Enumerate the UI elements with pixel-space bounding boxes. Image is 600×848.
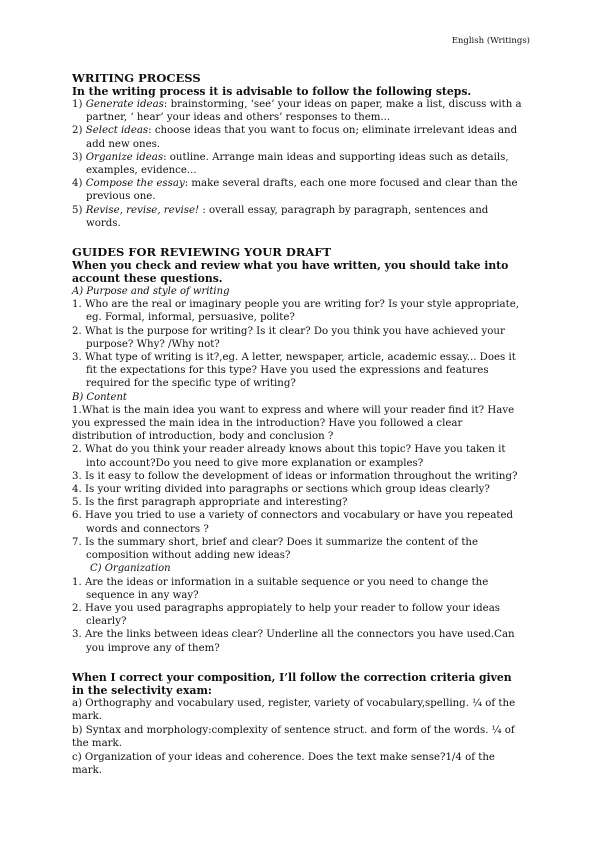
list-item: 5. Is the first paragraph appropriate and interesting? [72,497,348,509]
document-body [72,72,522,778]
list-item: 4. Is your writing divided into paragraphs or sections which group ideas clearly? [72,484,490,496]
page-header: English (Writings) [451,36,530,46]
list-item: 7. Is the summary short, brief and clear? Does it summarize the content of the composition without adding new ideas? [72,536,478,562]
correction-criterion: b) Syntax and morphology:complexity of sentence struct. and form of the words. ¼ of the mark. [72,724,515,750]
section-c-label: C) Organization [90,563,171,575]
writing-step: 5) Revise, revise, revise! : overall essay, paragraph by paragraph, sentences and words. [72,204,489,229]
writing-process-intro: In the writing process it is advisable to follow the following steps. [72,85,472,98]
section-c-list [72,576,522,655]
guides-intro: When you check and review what you have written, you should take into account these questions. [72,259,509,286]
section-b-first-item: 1.What is the main idea you want to express and where will your reader find it? Have you expressed the main idea in the introduction? Have you followed a clear distribution of introduction, body and conclusion ? [72,404,515,443]
writing-step: 2) Select ideas: choose ideas that you want to focus on; eliminate irrelevant ideas and add new ones. [72,125,518,150]
section-b-label: B) Content [72,391,127,403]
writing-steps-list [72,98,522,230]
correction-intro: When I correct your composition, I’ll follow the correction criteria given in the selectivity exam: [72,670,512,697]
list-item: 2. What is the purpose for writing? Is it clear? Do you think you have achieved your purpose? Why? /Why not? [72,325,505,350]
list-item: 1. Are the ideas or information in a suitable sequence or you need to change the sequence in any way? [72,576,489,601]
writing-step: 4) Compose the essay: make several drafts, each one more focused and clear than the previous one. [72,178,518,203]
list-item: 1. Who are the real or imaginary people you are writing for? Is your style appropriate, eg. Formal, informal, persuasive, polite? [72,299,519,324]
list-item: 3. Are the links between ideas clear? Underline all the connectors you have used.Can you improve any of them? [72,629,515,654]
list-item: 6. Have you tried to use a variety of connectors and vocabulary or have you repeated words and connectors ? [72,510,514,535]
list-item: 2. Have you used paragraphs appropiately to help your reader to follow your ideas clearly? [72,602,501,628]
list-item: 3. What type of writing is it?,eg. A letter, newspaper, article, academic essay... Does it fit the expectations for this type? Have you used the expressions and features required for the specific type of writing? [72,352,516,390]
section-a-label: A) Purpose and style of writing [72,286,230,298]
list-item: 3. Is it easy to follow the development of ideas or information throughout the writing? [72,470,518,482]
writing-step: 1) Generate ideas: brainstorming, ‘see’ your ideas on paper, make a list, discuss with a partner, ‘ hear’ your ideas and others’ responses to them... [72,99,522,124]
writing-step: 3) Organize ideas: outline. Arrange main ideas and supporting ideas such as details, examples, evidence... [72,151,509,177]
correction-criterion: c) Organization of your ideas and coherence. Does the text make sense?1/4 of the mark. [72,751,495,777]
list-item: 2. What do you think your reader already knows about this topic? Have you taken it into account?Do you need to give more explanation or examples? [72,444,506,469]
section-a-list [72,298,522,390]
correction-criterion: a) Orthography and vocabulary used, register, variety of vocabulary,spelling. ¼ of the mark. [72,697,516,723]
writing-process-title: WRITING PROCESS [72,71,201,85]
guides-title: GUIDES FOR REVIEWING YOUR DRAFT [72,245,332,260]
section-b-list [72,443,522,562]
